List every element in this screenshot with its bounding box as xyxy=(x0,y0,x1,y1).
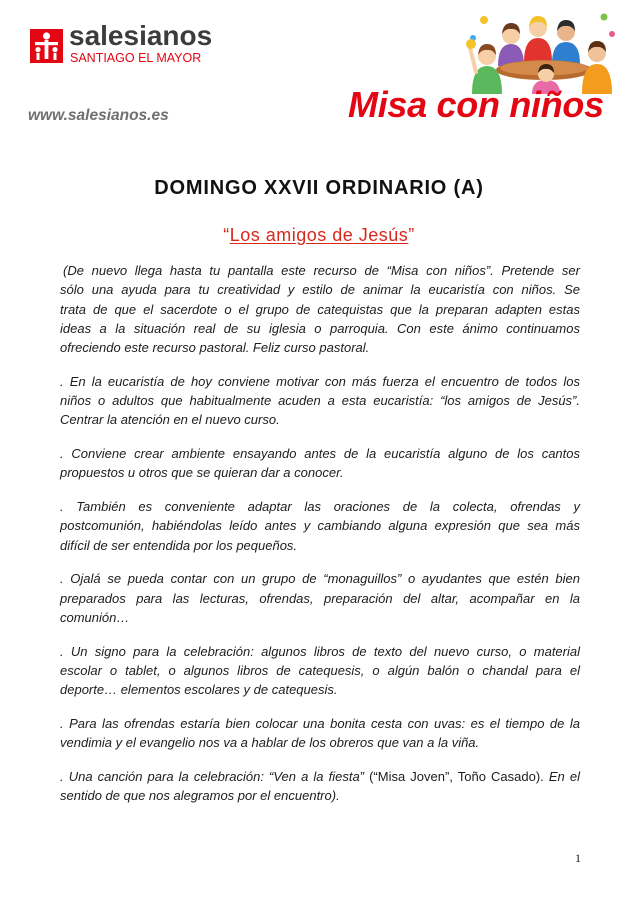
text-segment: En el xyxy=(543,768,580,784)
children-illustration-icon xyxy=(466,8,618,94)
logo-location: SANTIAGO EL MAYOR xyxy=(70,51,202,65)
text-line: propuestos u otros que se quieran dar a conocer. xyxy=(60,465,344,481)
song-note xyxy=(60,767,580,806)
text-line: . Conviene crear ambiente ensayando antes de la eucaristía alguno de los cantos xyxy=(60,446,580,462)
text-line: difícil de ser entendida por los pequeños. xyxy=(60,537,298,553)
page-subtitle xyxy=(0,224,638,246)
song-source: (“Misa Joven”, Toño Casado). xyxy=(369,768,544,784)
text-line: vendimia y el evangelio nos va a hablar de los obreros que van a la viña. xyxy=(60,735,480,751)
text-line: ideas a la situación real de su iglesia o parroquia. Con este ánimo continuamos xyxy=(60,320,580,336)
document-body xyxy=(60,261,580,820)
subtitle-open-quote: “ xyxy=(223,225,230,245)
altar-servers-note xyxy=(60,569,580,627)
child-figure xyxy=(498,23,524,66)
website-url: www.salesianos.es xyxy=(28,107,169,124)
text-line: Centrar la atención en el nuevo curso. xyxy=(60,412,280,428)
text-line: . También es conveniente adaptar las oraciones de la colecta, ofrendas y xyxy=(60,499,580,515)
text-line: sentido de que nos alegramos por el encuentro). xyxy=(60,788,340,804)
text-line: escolar o tablet, o algunos libros de catequesis, o algún balón o chandal para el xyxy=(60,663,580,678)
text-line: . Para las ofrendas estaría bien colocar una bonita cesta con uvas: es el tiempo de la xyxy=(60,715,580,731)
text-line: trata de que el sacerdote o el grupo de catequistas que la preparan adapten estas xyxy=(60,301,580,317)
salesianos-logo-icon xyxy=(30,29,63,63)
text-line: . Un signo para la celebración: algunos libros de texto del nuevo curso, o material xyxy=(60,643,580,659)
subtitle-text: Los amigos de Jesús xyxy=(229,225,409,245)
subtitle-close-quote: ” xyxy=(408,225,415,245)
text-line: postcomunión, habiéndolas leído antes y cambiando alguna expresión que sea más xyxy=(60,518,580,534)
page-number: 1 xyxy=(575,851,581,865)
logo-wordmark: salesianos xyxy=(69,20,213,51)
motivation-note xyxy=(60,372,580,430)
series-title: Misa con niños xyxy=(348,84,604,125)
text-line: niños o adultos que habitualmente acuden a esta eucaristía: “los amigos de Jesús”. xyxy=(60,393,580,409)
child-figure xyxy=(524,16,552,62)
intro-paragraph xyxy=(60,261,580,357)
text-segment: . Una canción para la celebración: “Ven a la fiesta” xyxy=(60,768,370,784)
text-line: sólo una ayuda para tu creatividad y estilo de animar la eucaristía con niños. Se xyxy=(60,282,580,298)
celebration-sign-note xyxy=(60,642,580,700)
text-line: . En la eucaristía de hoy conviene motivar con más fuerza el encuentro de todos los xyxy=(60,373,580,389)
offerings-note xyxy=(60,714,580,753)
text-line: deporte… elementos escolares y de catequesis. xyxy=(60,682,338,698)
page-title: DOMINGO XXVII ORDINARIO (A) xyxy=(154,177,484,199)
text-line: (De nuevo llega hasta tu pantalla este recurso de “Misa con niños”. Pretende ser xyxy=(63,263,580,278)
text-line: preparados para las lecturas, ofrendas, preparación del altar, acompañar en la xyxy=(60,590,580,606)
text-line: ofreciendo este recurso pastoral. Feliz curso pastoral. xyxy=(60,340,370,356)
text-line: . Ojalá se pueda contar con un grupo de “monaguillos” o ayudantes que estén bien xyxy=(60,571,580,587)
prayers-note xyxy=(60,497,580,555)
child-figure xyxy=(552,20,580,64)
text-line xyxy=(60,767,580,786)
text-line: comunión… xyxy=(60,610,130,626)
songs-note xyxy=(60,444,580,483)
